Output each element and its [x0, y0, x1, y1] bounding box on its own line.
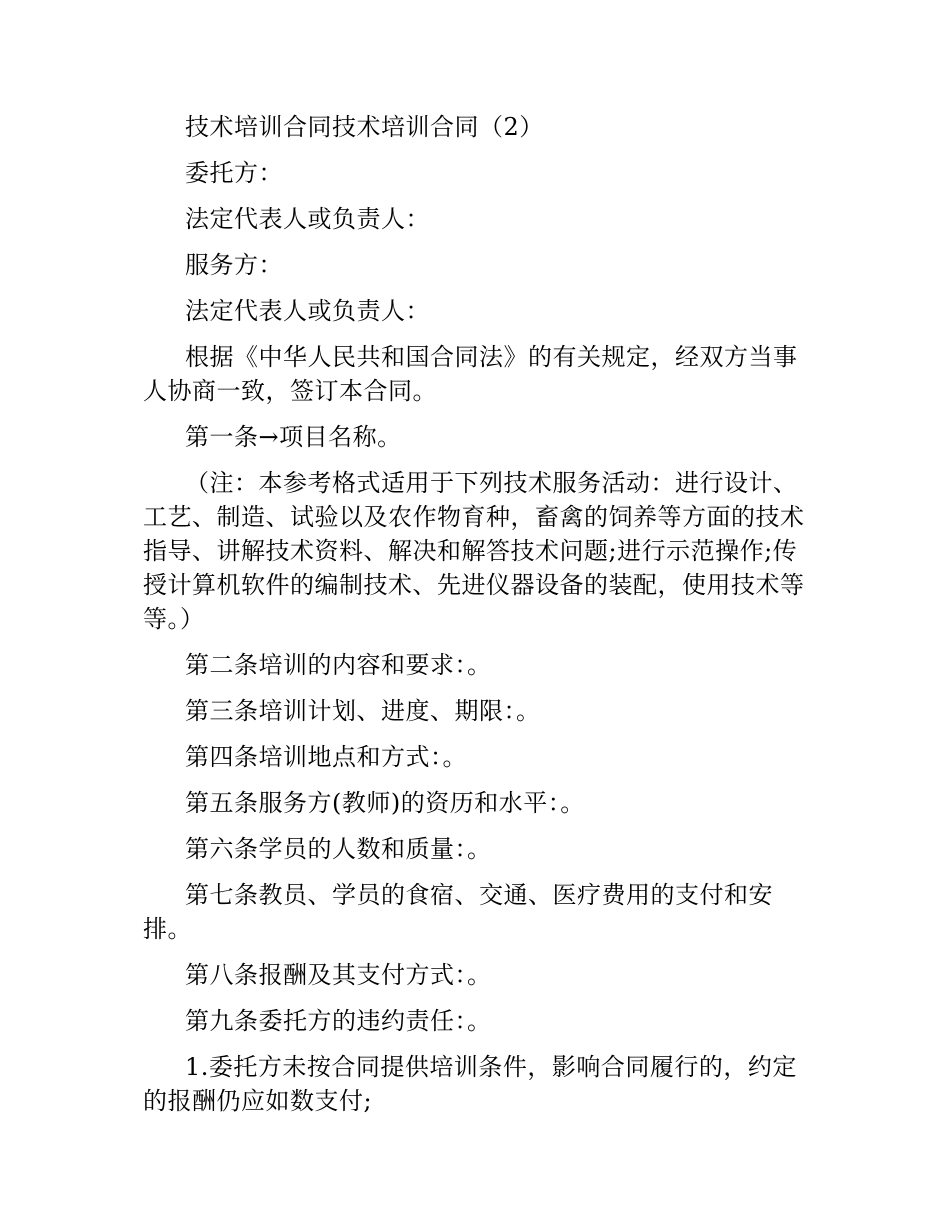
- service-party-line: 服务方：: [185, 251, 283, 279]
- article-3: 第三条培训计划、进度、期限：。: [185, 697, 541, 725]
- note-paragraph: （注：本参考格式适用于下列技术服务活动：进行设计、工艺、制造、试验以及农作物育种，畜禽的饲养等方面的技术指导、讲解技术资料、解决和解答技术问题;进行示范操作;传授计算机软件的编制技术、先进仪器设备的装配，使用技术等等。）: [143, 469, 805, 633]
- article-6: 第六条学员的人数和质量：。: [185, 835, 492, 863]
- article-9: 第九条委托方的违约责任：。: [185, 1007, 492, 1035]
- client-party-line: 委托方：: [185, 159, 283, 187]
- article-2: 第二条培训的内容和要求：。: [185, 651, 492, 679]
- article-4: 第四条培训地点和方式：。: [185, 743, 467, 771]
- service-representative-line: 法定代表人或负责人：: [185, 297, 430, 325]
- article-1: 第一条→项目名称。: [185, 423, 402, 451]
- article-9-item-1: 1.委托方未按合同提供培训条件，影响合同履行的，约定的报酬仍应如数支付;: [143, 1053, 797, 1115]
- document-page: [143, 110, 815, 1130]
- article-8: 第八条报酬及其支付方式：。: [185, 961, 492, 989]
- article-7: 第七条教员、学员的食宿、交通、医疗费用的支付和安排。: [143, 881, 773, 943]
- article-5: 第五条服务方(教师)的资历和水平：。: [185, 789, 585, 817]
- document-title: 技术培训合同技术培训合同（2）: [185, 113, 544, 141]
- client-representative-line: 法定代表人或负责人：: [185, 205, 430, 233]
- preamble-paragraph: 根据《中华人民共和国合同法》的有关规定，经双方当事人协商一致，签订本合同。: [143, 343, 798, 405]
